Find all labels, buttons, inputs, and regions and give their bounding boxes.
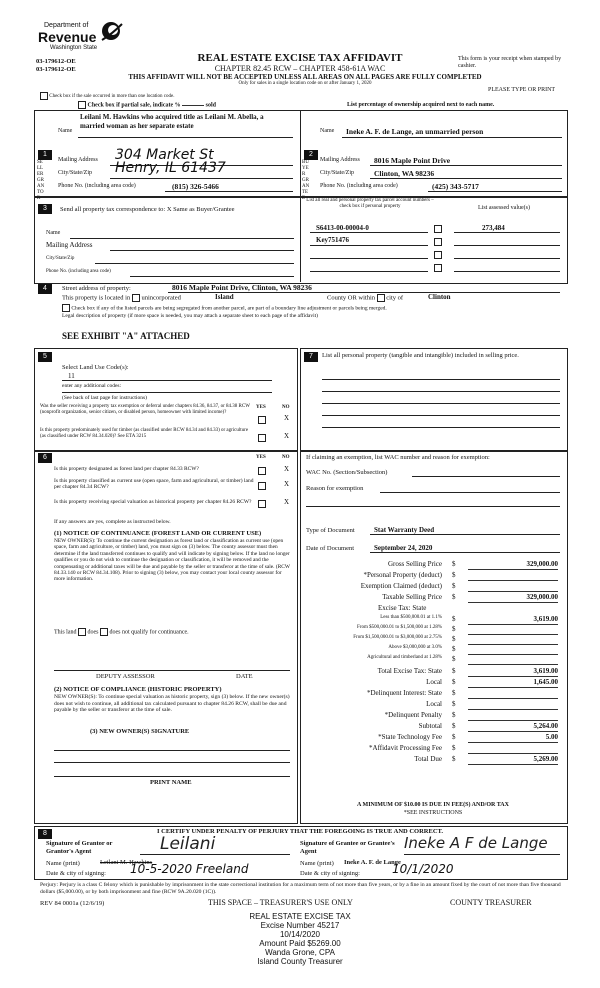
logo-agency-line2: Revenue (38, 29, 97, 45)
stamp-line-2: Excise Number 45217 (260, 921, 340, 930)
tax-row-label: From $500,000.01 to $1,500,000 at 1.28% (357, 625, 442, 630)
stamp-line-3: 10/14/2020 (279, 930, 321, 939)
form-title: REAL ESTATE EXCISE TAX AFFIDAVIT (197, 52, 403, 64)
s6-q3-yes[interactable] (258, 500, 266, 508)
tax-row-value: 5.00 (468, 733, 558, 743)
parcel-2-checkbox[interactable] (434, 238, 442, 246)
exhibit-a: SEE EXHIBIT "A" ATTACHED (62, 331, 190, 341)
corr-phone-label: Phone No. (including area code) (46, 269, 111, 274)
tax-row-currency: $ (452, 733, 456, 741)
s5-q2-yes[interactable] (258, 434, 266, 442)
buyer-side-label: BUYER GRANTEE (302, 160, 310, 201)
logo-agency-line1: Department of (44, 22, 89, 29)
partial-sale-row (78, 101, 216, 109)
s5-question-1: Was the seller receiving a property tax exemption or deferral under chapters 84.36, 84.37, or 84.38 RCW (nonprofit organization, senior citizen, or disabled person, homeowner with limited income)? (40, 404, 250, 415)
seller-phone: (815) 326-5466 (172, 182, 219, 191)
this-land-label: This land (54, 629, 77, 636)
tax-row-value (468, 700, 558, 710)
seller-side-label: SELLER GRANTOR (37, 160, 45, 201)
seller-name: Leilani M. Hawkins who acquired title as Leilani M. Abella, a married woman as her separate estate (80, 113, 264, 130)
tax-row-label: Total Excise Tax: State (377, 667, 442, 675)
s5-question-2: Is this property predominately used for timber (as classified under RCW 84.34 and 84.33) or agriculture (as classified under RCW 84.34.020)? See ETA 3215 (40, 428, 249, 439)
located-label: This property is located in (62, 294, 131, 302)
personal-property-label: List all personal property (tangible and intangible) included in selling price. (322, 352, 519, 359)
corr-name-label: Name (46, 230, 61, 236)
s6-question-3: Is this property receiving special valuation as historical property per chapter 84.26 RCW? (54, 499, 252, 505)
parcel-1-checkbox[interactable] (434, 225, 442, 233)
county-treasurer: COUNTY TREASURER (450, 898, 532, 907)
additional-codes-label: enter any additional codes: (62, 383, 122, 389)
multi-location-label: Check box if the sale occurred in more than one location code. (49, 94, 175, 100)
segregate-label: Check box if any of the listed parcels are being segregated from another parcel, are part of a boundary line adjustment or parcels being merged. (71, 305, 387, 312)
doc-type: Stat Warranty Deed (374, 526, 435, 534)
notice-2-body: NEW OWNER(S): To continue special valuation as historic property, sign (3) below. If the new owner(s) does not wish to continue, all additional tax calculated pursuant to chapter 84.26 RCW, shall be due and payable by the seller or transferor at the time of sale. (54, 694, 290, 714)
buyer-name-label: Name (320, 128, 335, 134)
tax-row-label: Gross Selling Price (387, 560, 442, 568)
form-warning: THIS AFFIDAVIT WILL NOT BE ACCEPTED UNLESS ALL AREAS ON ALL PAGES ARE FULLY COMPLETED (128, 73, 482, 81)
tax-row-currency: $ (452, 571, 456, 579)
perjury-statement: Perjury: Perjury is a class C felony which is punishable by imprisonment in the state correctional institution for a maximum term of not more than five years, or by a fine in an amount fixed by the court of not more than five thousand dollars ($5,000.00), or by both imprisonment and fine (RCW 9A.20.020 (1C)). (40, 882, 561, 895)
buyer-address-label: Mailing Address (320, 157, 360, 163)
section-4-badge: 4 (38, 284, 52, 294)
tax-row-currency: $ (452, 700, 456, 708)
tax-row-currency: $ (452, 635, 456, 643)
s6-question-1: Is this property designated as forest land per chapter 84.33 RCW? (54, 466, 199, 472)
seller-city: Henry, IL 61437 (115, 160, 226, 176)
assessed-1: 273,484 (482, 224, 505, 232)
parcel-header: List all real and personal property tax parcel account numbers – check box if personal property (306, 198, 434, 209)
tax-row-label: Exemption Claimed (deduct) (360, 582, 442, 590)
doc-type-label: Type of Document (306, 527, 355, 534)
multi-location-checkbox[interactable] (40, 92, 48, 100)
reason-label: Reason for exemption (306, 485, 364, 492)
tax-row-currency: $ (452, 593, 456, 601)
tax-row-value: 329,000.00 (468, 560, 558, 570)
partial-sale-label: Check box if partial sale, indicate % (87, 102, 181, 109)
unincorporated-label: unincorporated (141, 294, 181, 302)
tax-row-value: 329,000.00 (468, 593, 558, 603)
seller-name-label: Name (58, 128, 73, 134)
tax-row-label: Local (426, 700, 442, 708)
buyer-address: 8016 Maple Point Drive (374, 156, 451, 165)
does-checkbox[interactable] (78, 628, 86, 636)
street-label: Street address of property: (62, 285, 131, 292)
tax-row-label: Taxable Selling Price (382, 593, 442, 601)
tax-row-label: *Personal Property (deduct) (363, 571, 442, 579)
tax-row-label: *Delinquent Interest: State (366, 689, 442, 697)
notice-2-title: (2) NOTICE OF COMPLIANCE (HISTORIC PROPERTY) (54, 686, 222, 693)
s6-q1-no: X (284, 465, 290, 473)
tax-row-label: Agricultural and timberland at 1.28% (367, 655, 442, 660)
assessed-header: List assessed value(s) (478, 205, 530, 211)
doc-date-label: Date of Document (306, 545, 355, 552)
s5-yes-header: YES (256, 405, 266, 410)
grantee-name-label: Name (print) (300, 860, 334, 867)
tax-row-currency: $ (452, 722, 456, 730)
minimum-fee-note: A MINIMUM OF $10.00 IS DUE IN FEE(S) AND/OR TAX (357, 802, 509, 808)
unincorporated-checkbox[interactable] (132, 294, 140, 302)
stamp-line-5: Wanda Grone, CPA (265, 948, 335, 957)
does-not-checkbox[interactable] (100, 628, 108, 636)
tax-row-currency: $ (452, 755, 456, 763)
see-instructions: *SEE INSTRUCTIONS (403, 810, 463, 816)
s6-no-header: NO (282, 455, 290, 460)
grantee-signature: Ineke A F de Lange (404, 834, 548, 852)
tax-row-value (468, 571, 558, 581)
print-name-label: PRINT NAME (150, 779, 192, 786)
section-7-box (300, 348, 568, 452)
tax-row-currency: $ (452, 560, 456, 568)
section-5-badge: 5 (38, 352, 52, 362)
see-back-label: (See back of last page for instructions) (62, 395, 147, 401)
grantee-sig-label: Signature of Grantee or Grantee's Agent (300, 840, 395, 855)
s6-question-2: Is this property classified as current use (open space, farm and agricultural, or timber) land per chapter 84.34 RCW? (54, 478, 254, 490)
s6-q2-yes[interactable] (258, 482, 266, 490)
tax-row-value: 3,619.00 (468, 615, 558, 625)
segregate-row (62, 304, 562, 312)
excise-header: Excise Tax: State (378, 604, 427, 612)
corr-city-label: City/State/Zip (46, 256, 75, 261)
s6-q1-yes[interactable] (258, 467, 266, 475)
dor-logo (30, 18, 130, 54)
parcel-3-checkbox[interactable] (434, 251, 442, 259)
wac-label: WAC No. (Section/Subsection) (306, 469, 388, 476)
seller-address: 304 Market St (115, 147, 214, 163)
partial-sold-label: sold (205, 102, 217, 109)
city-of-checkbox[interactable] (377, 294, 385, 302)
city-of-label: city of (386, 294, 404, 302)
grantor-name: Leilani M. Hawkins (100, 859, 153, 866)
exemption-label: If claiming an exemption, list WAC number and reason for exemption: (306, 454, 490, 461)
seller-city-label: City/State/Zip (58, 170, 92, 176)
s5-q1-yes[interactable] (258, 416, 266, 424)
certify-statement: I CERTIFY UNDER PENALTY OF PERJURY THAT THE FOREGOING IS TRUE AND CORRECT. (156, 828, 443, 835)
tax-row-value (468, 655, 558, 665)
form-valid-note: Only for sales in a single location code on or after January 1, 2020 (238, 81, 372, 86)
tax-row-value (468, 744, 558, 754)
grantor-name-label: Name (print) (46, 860, 80, 867)
tax-row-value: 5,269.00 (468, 755, 558, 765)
grantee-date-label: Date & city of signing: (300, 870, 360, 877)
section-3-badge: 3 (38, 204, 52, 214)
partial-sale-checkbox[interactable] (78, 101, 86, 109)
notice-1-title: (1) NOTICE OF CONTINUANCE (FOREST LAND OR CURRENT USE) (54, 530, 262, 537)
stamp-line-6: Island County Treasurer (257, 957, 343, 966)
section-6-badge: 6 (38, 453, 52, 463)
grantor-date-city: 10-5-2020 Freeland (130, 862, 249, 876)
deputy-date-label: DATE (236, 673, 253, 680)
tax-row-value (468, 582, 558, 592)
tax-row-value: 5,264.00 (468, 722, 558, 732)
stamp-line-1: REAL ESTATE EXCISE TAX (249, 912, 351, 921)
correspondence-label: Send all property tax correspondence to: X Same as Buyer/Grantee (60, 206, 235, 213)
stamp-line-4: Amount Paid $5269.00 (259, 939, 341, 948)
doc-date: September 24, 2020 (374, 544, 433, 552)
tax-row-value: 3,619.00 (468, 667, 558, 677)
county-within-label: County OR within (327, 294, 376, 302)
location-row (62, 294, 181, 302)
tax-row-currency: $ (452, 645, 456, 653)
tax-row-label: Total Due (414, 755, 442, 763)
tax-row-label: Local (426, 678, 442, 686)
grantor-date-label: Date & city of signing: (46, 870, 106, 877)
rev-number: REV 84 0001a (12/6/19) (40, 900, 105, 907)
tax-row-currency: $ (452, 667, 456, 675)
tax-row-value (468, 689, 558, 699)
tax-row-currency: $ (452, 655, 456, 663)
tax-row-label: Less than $500,000.01 at 1.1% (380, 615, 442, 620)
form-number-2: 03-179612-OE (36, 66, 76, 73)
tax-row-currency: $ (452, 689, 456, 697)
tax-row-currency: $ (452, 711, 456, 719)
seller-address-label: Mailing Address (58, 157, 98, 163)
buyer-phone: (425) 343-5717 (432, 182, 479, 191)
tax-row-value (468, 711, 558, 721)
grantor-sig-label: Signature of Grantor or Grantor's Agent (46, 840, 113, 855)
grantor-signature: Leilani (160, 834, 216, 854)
section-8-badge: 8 (38, 829, 52, 839)
buyer-name: Ineke A. F. de Lange, an unmarried person (346, 127, 484, 136)
tax-row-currency: $ (452, 615, 456, 623)
tax-row-label: *Affidavit Processing Fee (369, 744, 442, 752)
s5-q1-no: X (284, 414, 290, 422)
tax-row-currency: $ (452, 625, 456, 633)
corr-address-label: Mailing Address (46, 241, 93, 249)
tax-row-value (468, 625, 558, 635)
s5-q2-no: X (284, 432, 290, 440)
s5-no-header: NO (282, 405, 290, 410)
property-street: 8016 Maple Point Drive, Clinton, WA 98236 (172, 283, 312, 292)
legal-label: Legal description of property (if more space is needed, you may attach a separate sheet to each page of the affidavit) (62, 313, 318, 319)
qualify-row (54, 628, 189, 636)
receipt-note: This form is your receipt when stamped by cashier. (458, 56, 562, 69)
tax-row-label: From $1,500,000.01 to $3,000,000 at 2.75% (353, 635, 442, 640)
buyer-city-label: City/State/Zip (320, 170, 354, 176)
tax-row-currency: $ (452, 582, 456, 590)
tax-row-value (468, 635, 558, 645)
tax-row-value: 1,645.00 (468, 678, 558, 688)
deputy-assessor-label: DEPUTY ASSESSOR (96, 673, 155, 680)
treasurer-stamp (200, 912, 400, 966)
s6-if-yes: If any answers are yes, complete as instructed below. (54, 519, 171, 525)
dor-swoosh-icon (98, 20, 124, 42)
ownership-note: List percentage of ownership acquired next to each name. (347, 102, 495, 108)
property-city: Clinton (428, 293, 451, 301)
grantee-date: 10/1/2020 (392, 862, 454, 876)
s6-q2-no: X (284, 480, 290, 488)
land-use-label: Select Land Use Code(s): (62, 364, 129, 371)
land-use-code: 11 (68, 372, 75, 380)
tax-row-label: Above $3,000,000 at 3.0% (388, 645, 442, 650)
form-number-1: 03-179612-OE (36, 58, 76, 65)
s6-q3-no: X (284, 498, 290, 506)
tax-row-currency: $ (452, 678, 456, 686)
section-2-badge: 2 (304, 150, 318, 160)
new-owner-signature-label: (3) NEW OWNER(S) SIGNATURE (90, 728, 190, 735)
property-county: Island (215, 293, 234, 301)
multi-location-row (40, 92, 174, 100)
grantee-name: Ineke A. F. de Lange (344, 859, 401, 866)
notice-1-body: NEW OWNER(S): To continue the current designation as forest land or classification as current use (open space, farm and agriculture, or timber) land, you must sign on (3) below. The county assessor must then determine if the land transferred continues to qualify and will indicate by signing below. If the land no longer qualifies or you do not wish to continue the designation or classification, it will be removed and the compensating or additional taxes will be due and payable by the seller or transferor at the time of sale. (RCW 84.33.140 or RCW 84.34.108). Prior to signing (3) below, you may contact your local county assessor for more information. (54, 538, 290, 583)
treasurer-space: THIS SPACE – TREASURER'S USE ONLY (208, 898, 353, 907)
does-not-label: does not qualify for continuance. (109, 629, 189, 636)
parcel-4-checkbox[interactable] (434, 264, 442, 272)
type-note: PLEASE TYPE OR PRINT (488, 87, 556, 93)
tax-row-label: *State Technology Fee (378, 733, 442, 741)
section-7-badge: 7 (304, 352, 318, 362)
parcel-2: Key751476 (316, 236, 350, 244)
does-label: does (87, 629, 99, 636)
tax-row-value (468, 645, 558, 655)
s6-yes-header: YES (256, 455, 266, 460)
parcel-1: S6413-00-00004-0 (316, 224, 369, 232)
tax-row-currency: $ (452, 744, 456, 752)
tax-row-label: Subtotal (418, 722, 442, 730)
form-subtitle: CHAPTER 82.45 RCW – CHAPTER 458-61A WAC (214, 64, 386, 73)
buyer-phone-label: Phone No. (including area code) (320, 183, 398, 189)
segregate-checkbox[interactable] (62, 304, 70, 312)
buyer-city: Clinton, WA 98236 (374, 169, 435, 178)
logo-agency-line3: Washington State (50, 45, 98, 51)
seller-phone-label: Phone No. (including area code) (58, 183, 136, 189)
tax-row-label: *Delinquent Penalty (384, 711, 442, 719)
county-label (327, 294, 403, 302)
section-1-badge: 1 (38, 150, 52, 160)
